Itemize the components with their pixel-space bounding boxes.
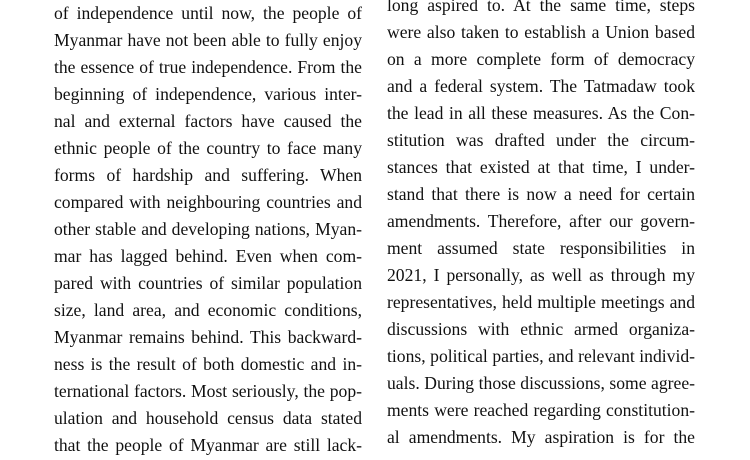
text-line: discussions with ethnic armed organiza- (387, 319, 695, 339)
text-line: ulation and household census data stated (54, 408, 362, 428)
text-line: forms of hardship and suffering. When (54, 165, 362, 185)
text-line: pared with countries of similar population (54, 273, 362, 293)
text-line: the essence of true independence. From the (54, 57, 362, 77)
text-line: stitution was drafted under the circum- (387, 130, 695, 150)
text-line: mar has lagged behind. Even when com- (54, 246, 362, 266)
text-line: and a federal system. The Tatmadaw took (387, 76, 695, 96)
text-line: were also taken to establish a Union based (387, 22, 695, 42)
text-line: 2021, I personally, as well as through my (387, 265, 695, 285)
text-line: al amendments. My aspiration is for the (387, 427, 695, 447)
text-line: that the people of Myanmar are still lack- (54, 435, 362, 455)
text-line: stand that there is now a need for certain (387, 184, 695, 204)
text-line: uals. During those discussions, some agree- (387, 373, 695, 393)
text-line: ness is the result of both domestic and in- (54, 354, 362, 374)
text-line: nal and external factors have caused the (54, 111, 362, 131)
text-line: on a more complete form of democracy (387, 49, 695, 69)
text-line: ment assumed state responsibilities in (387, 238, 695, 258)
text-line: size, land area, and economic conditions, (54, 300, 362, 320)
text-line: ments were reached regarding constitution- (387, 400, 695, 420)
text-line: compared with neighbouring countries and (54, 192, 362, 212)
text-line: amendments. Therefore, after our govern- (387, 211, 695, 231)
text-line: Myanmar have not been able to fully enjoy (54, 30, 362, 50)
text-line: ethnic people of the country to face many (54, 138, 362, 158)
text-line: stances that existed at that time, I under- (387, 157, 695, 177)
text-line: Myanmar remains behind. This backward- (54, 327, 362, 347)
text-line: the lead in all these measures. As the Con- (387, 103, 695, 123)
text-line: of independence until now, the people of (54, 3, 362, 23)
text-line: long aspired to. At the same time, steps (387, 0, 695, 15)
text-line: ternational factors. Most seriously, the pop- (54, 381, 362, 401)
text-line: other stable and developing nations, Myan- (54, 219, 362, 239)
text-line: tions, political parties, and relevant individ- (387, 346, 695, 366)
text-line: representatives, held multiple meetings and (387, 292, 695, 312)
text-line: beginning of independence, various inter- (54, 84, 362, 104)
